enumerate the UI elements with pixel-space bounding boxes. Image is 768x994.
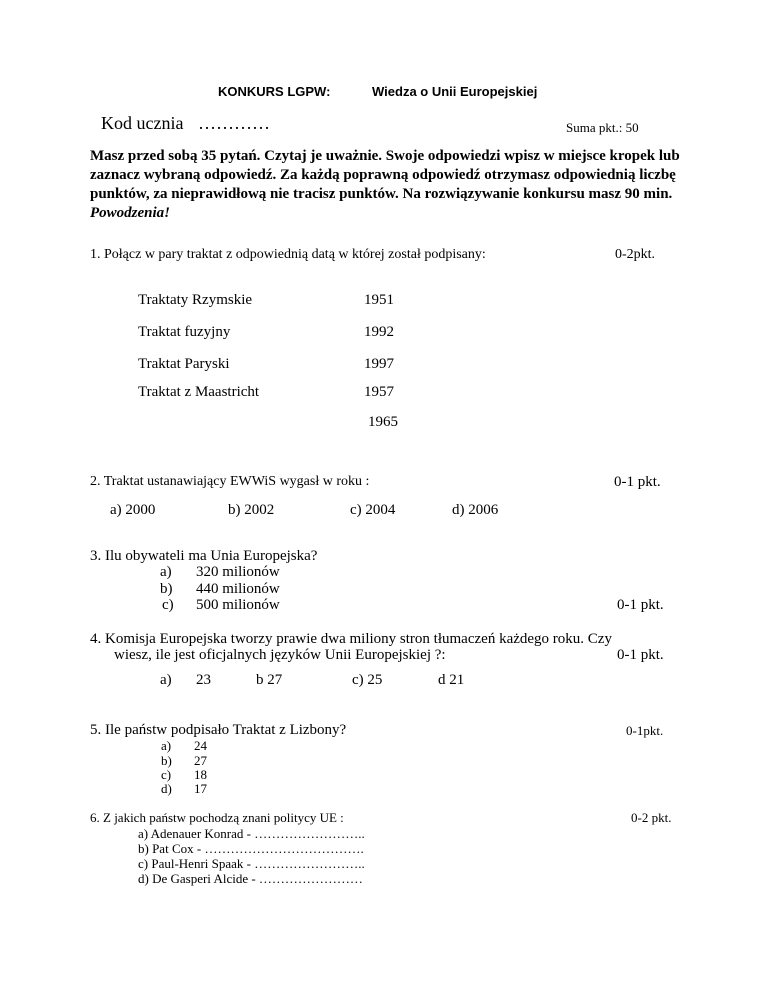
q3-option-a[interactable]: 320 milionów [196, 564, 280, 580]
q2-option-d[interactable]: d) 2006 [452, 502, 499, 518]
q1-date-3[interactable]: 1997 [364, 356, 394, 372]
student-code-field[interactable]: ………… [198, 113, 270, 133]
q1-date-2[interactable]: 1992 [364, 324, 394, 340]
q5-option-b-letter[interactable]: b) [161, 753, 172, 768]
q1-treaty-4[interactable]: Traktat z Maastricht [138, 384, 260, 400]
q6-item-c[interactable]: c) Paul-Henri Spaak - …………………….. [138, 856, 365, 871]
q5-option-a-letter[interactable]: a) [161, 738, 172, 753]
q5-option-b[interactable]: 27 [194, 753, 207, 768]
total-points: Suma pkt.: 50 [566, 120, 639, 135]
q4-option-a-letter[interactable]: a) [160, 672, 172, 688]
q1-date-4[interactable]: 1957 [364, 384, 394, 400]
q4-points: 0-1 pkt. [617, 647, 664, 663]
instructions-closing: Powodzenia! [90, 205, 171, 221]
q1-date-1[interactable]: 1951 [364, 292, 394, 308]
q3-points: 0-1 pkt. [617, 597, 664, 613]
q5-points: 0-1pkt. [626, 723, 664, 738]
instructions-text: Masz przed sobą 35 pytań. Czytaj je uważnie. Swoje odpowiedzi wpisz w miejsce kropek lub zaznacz wybraną odpowiedź. Za każdą poprawną odpowiedź otrzymasz odpowiednią liczbę punktów, za nieprawidłową nie tracisz punktów. Na rozwiązywanie konkursu masz 90 min. [90, 148, 680, 202]
q4-option-b[interactable]: b 27 [256, 672, 283, 688]
q2-option-b[interactable]: b) 2002 [228, 502, 275, 518]
q3-option-b-letter[interactable]: b) [160, 581, 173, 597]
q4-option-a[interactable]: 23 [196, 672, 211, 688]
q1-treaty-3[interactable]: Traktat Paryski [138, 356, 230, 372]
q3-option-a-letter[interactable]: a) [160, 564, 172, 580]
q2-text: 2. Traktat ustanawiający EWWiS wygasł w roku : [90, 474, 370, 489]
q5-option-c-letter[interactable]: c) [161, 767, 172, 782]
q2-option-c[interactable]: c) 2004 [350, 502, 396, 518]
q3-text: 3. Ilu obywateli ma Unia Europejska? [90, 548, 318, 564]
q2-points: 0-1 pkt. [614, 474, 661, 490]
q1-text: 1. Połącz w pary traktat z odpowiednią datą w której został podpisany: [90, 247, 486, 262]
q6-text: 6. Z jakich państw pochodzą znani politycy UE : [90, 810, 344, 825]
q4-option-d[interactable]: d 21 [438, 672, 465, 688]
q5-option-d-letter[interactable]: d) [161, 781, 172, 796]
q4-option-c[interactable]: c) 25 [352, 672, 383, 688]
q1-date-5[interactable]: 1965 [368, 414, 398, 430]
q1-treaty-1[interactable]: Traktaty Rzymskie [138, 292, 253, 308]
q5-option-d[interactable]: 17 [194, 781, 207, 796]
q6-item-a[interactable]: a) Adenauer Konrad - …………………….. [138, 826, 365, 841]
q5-text: 5. Ile państw podpisało Traktat z Lizbony? [90, 722, 347, 738]
q4-text-line2: wiesz, ile jest oficjalnych języków Unii Europejskiej ?: [114, 647, 446, 663]
q5-option-a[interactable]: 24 [194, 738, 207, 753]
contest-title: KONKURS LGPW: [218, 84, 331, 99]
q3-option-c[interactable]: 500 milionów [196, 597, 280, 613]
q1-points: 0-2pkt. [615, 247, 656, 262]
q4-text-line1: 4. Komisja Europejska tworzy prawie dwa miliony stron tłumaczeń każdego roku. Czy [90, 631, 612, 647]
q5-option-c[interactable]: 18 [194, 767, 207, 782]
q1-treaty-2[interactable]: Traktat fuzyjny [138, 324, 231, 340]
contest-subject: Wiedza o Unii Europejskiej [372, 84, 538, 99]
q6-item-b[interactable]: b) Pat Cox - ………………………………. [138, 841, 364, 856]
q3-option-b[interactable]: 440 milionów [196, 581, 280, 597]
q6-points: 0-2 pkt. [631, 810, 672, 825]
q6-item-d[interactable]: d) De Gasperi Alcide - …………………… [138, 871, 363, 886]
q2-option-a[interactable]: a) 2000 [110, 502, 156, 518]
instructions [90, 147, 690, 223]
q3-option-c-letter[interactable]: c) [162, 597, 174, 613]
student-code-label: Kod ucznia [101, 113, 184, 133]
